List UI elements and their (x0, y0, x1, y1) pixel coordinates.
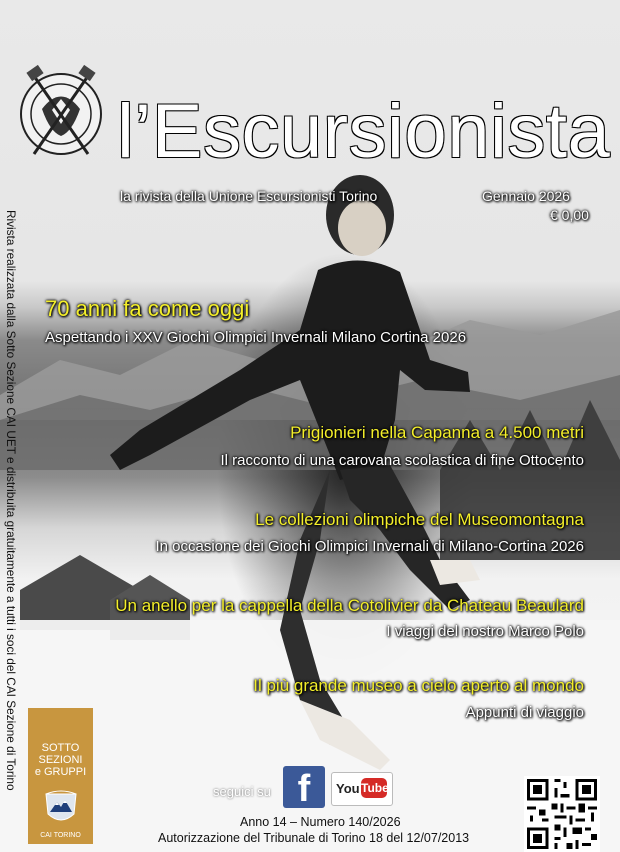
sotto-sezioni-badge[interactable] (28, 708, 93, 844)
uet-emblem-logo (12, 54, 110, 164)
cai-emblem-icon (44, 790, 78, 828)
article-5-title[interactable]: Il più grande museo a cielo aperto al mondo (253, 676, 584, 695)
issue-price: € 0,00 (550, 207, 589, 223)
badge-line-1: SOTTO (41, 742, 80, 754)
badge-footer: CAI TORINO (40, 832, 81, 839)
article-2-subtitle: Il racconto di una carovana scolastica di fine Ottocento (220, 452, 584, 469)
article-3-title[interactable]: Le collezioni olimpiche del Museomontagna (255, 510, 584, 529)
facebook-icon[interactable]: f (283, 766, 325, 808)
follow-us-label: seguici su (213, 784, 271, 799)
masthead-tagline: la rivista della Unione Escursionisti Torino (120, 188, 378, 204)
qr-code-icon[interactable] (524, 776, 600, 852)
article-4-title[interactable]: Un anello per la cappella della Cotolivier da Chateau Beaulard (115, 596, 584, 615)
vertical-distribution-note (2, 210, 18, 830)
article-1-subtitle: Aspettando i XXV Giochi Olimpici Invernali Milano Cortina 2026 (45, 329, 467, 346)
article-4-subtitle: I viaggi del nostro Marco Polo (386, 623, 584, 640)
youtube-you-text: You (336, 781, 360, 796)
article-3-subtitle: In occasione dei Giochi Olimpici Invernali di Milano-Cortina 2026 (155, 538, 584, 555)
tribunal-authorization: Autorizzazione del Tribunale di Torino 18 del 12/07/2013 (158, 831, 470, 845)
article-5-subtitle: Appunti di viaggio (465, 704, 584, 721)
masthead-title: l’Escursionista (117, 89, 611, 174)
badge-line-3: e GRUPPI (34, 766, 87, 778)
vertical-distribution-text: Rivista realizzata dalla Sotto Sezione CAI UET e distribuita gratuitamente a tutti i soci del CAI Sezione di Torino (4, 210, 18, 791)
badge-line-2: SEZIONI (38, 754, 83, 766)
youtube-icon[interactable] (331, 772, 393, 806)
issue-date: Gennaio 2026 (482, 188, 570, 204)
article-1-title[interactable]: 70 anni fa come oggi (45, 296, 250, 321)
article-2-title[interactable]: Prigionieri nella Capanna a 4.500 metri (290, 423, 584, 442)
youtube-tube-text: Tube (361, 778, 387, 798)
issue-number: Anno 14 – Numero 140/2026 (240, 815, 401, 829)
